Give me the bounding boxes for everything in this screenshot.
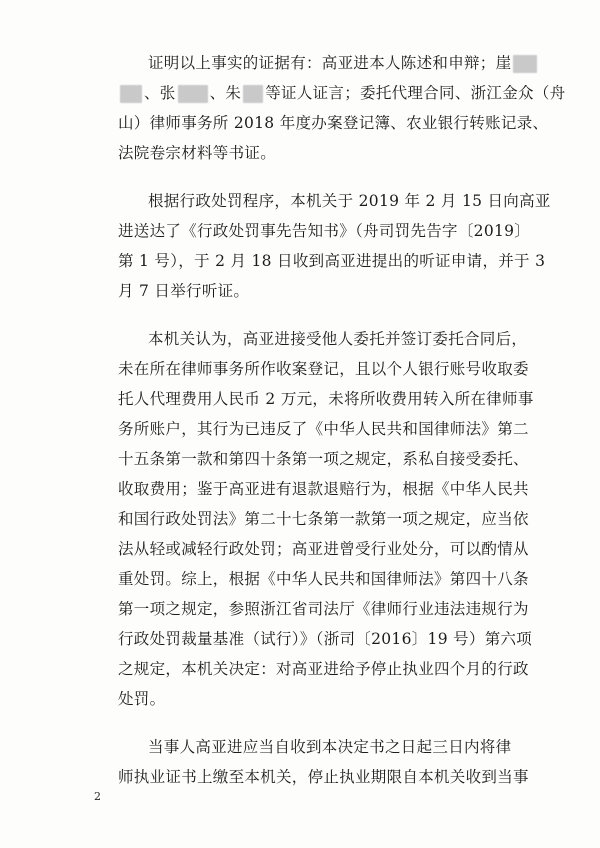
paragraph-3-line-2: [118, 354, 529, 384]
text-segment: 处罚。: [118, 690, 166, 708]
text-segment: 收取费用；鉴于高亚进有退款退赔行为，根据《中华人民共: [118, 480, 529, 498]
text-segment: 之规定，本机关决定：对高亚进给予停止执业四个月的行政: [118, 660, 529, 678]
text-segment: 十五条第一款和第四十条第一项之规定，系私自接受委托、: [118, 450, 529, 468]
text-segment: 证明以上事实的证据有：高亚进本人陈述和申辩；崖: [148, 54, 512, 72]
paragraph-3-line-4: [118, 414, 529, 444]
text-segment: 当事人高亚进应当自收到本决定书之日起三日内将律: [148, 738, 512, 756]
paragraph-3-line-6: [118, 474, 529, 504]
paragraph-3-line-9: [118, 564, 529, 594]
paragraph-2-line-4: [118, 276, 249, 306]
paragraph-3-line-12: [118, 654, 529, 684]
paragraph-4-line-2: [118, 762, 529, 792]
paragraph-2-line-3: [118, 246, 545, 276]
redacted-name: [243, 85, 263, 103]
paragraph-3-line-7: [118, 504, 529, 534]
text-segment: 山）律师事务所 2018 年度办案登记簿、农业银行转账记录、: [118, 114, 549, 132]
text-segment: 和国行政处罚法》第二十七条第一款第一项之规定，应当依: [118, 510, 529, 528]
text-segment: 未在所在律师事务所作收案登记，且以个人银行账号收取委: [118, 360, 529, 378]
paragraph-3-line-3: [118, 384, 534, 414]
paragraph-2-line-1: [148, 186, 551, 216]
text-segment: 进送达了《行政处罚事先告知书》（舟司罚先告字〔2019〕: [118, 222, 531, 240]
text-segment: 等证人证言；委托代理合同、浙江金众（舟: [265, 84, 566, 102]
paragraph-2-line-2: [118, 216, 530, 246]
paragraph-3-line-1: [148, 324, 527, 354]
redacted-name: [178, 85, 208, 103]
paragraph-3-line-13: [118, 684, 165, 714]
text-segment: 、朱: [209, 84, 242, 102]
text-segment: 重处罚。综上，根据《中华人民共和国律师法》第四十八条: [118, 570, 529, 588]
paragraph-1-line-4: [118, 138, 276, 168]
text-segment: 师执业证书上缴至本机关，停止执业期限自本机关收到当事: [118, 768, 529, 786]
text-segment: 托人代理费用人民币 2 万元，未将所收费用转入所在律师事: [118, 390, 534, 408]
paragraph-3-line-5: [118, 444, 529, 474]
redacted-name: [513, 55, 537, 73]
text-segment: 月 7 日举行听证。: [118, 282, 250, 300]
paragraph-1-line-2: [118, 78, 565, 108]
text-segment: 第 1 号），于 2 月 18 日收到高亚进提出的听证申请，并于 3: [118, 252, 546, 270]
paragraph-3-line-8: [118, 534, 529, 564]
paragraph-1-line-3: [118, 108, 548, 138]
text-segment: 法院卷宗材料等书证。: [118, 144, 277, 162]
text-segment: 本机关认为，高亚进接受他人委托并签订委托合同后，: [148, 330, 528, 348]
page-number: 2: [94, 790, 101, 803]
redacted-name: [120, 85, 142, 103]
paragraph-1-line-1: [148, 48, 539, 78]
text-segment: 第一项之规定，参照浙江省司法厅《律师行业违法违规行为: [118, 600, 529, 618]
paragraph-3-line-10: [118, 594, 529, 624]
paragraph-3-line-11: [118, 624, 532, 654]
text-segment: 、张: [144, 84, 176, 102]
text-segment: 行政处罚裁量基准（试行）》（浙司〔2016〕19 号）第六项: [118, 630, 533, 648]
paragraph-4-line-1: [148, 732, 511, 762]
text-segment: 法从轻或减轻行政处罚；高亚进曾受行业处分，可以酌情从: [118, 540, 529, 558]
text-segment: 务所账户，其行为已违反了《中华人民共和国律师法》第二: [118, 420, 529, 438]
text-segment: 根据行政处罚程序，本机关于 2019 年 2 月 15 日向高亚: [148, 192, 551, 210]
